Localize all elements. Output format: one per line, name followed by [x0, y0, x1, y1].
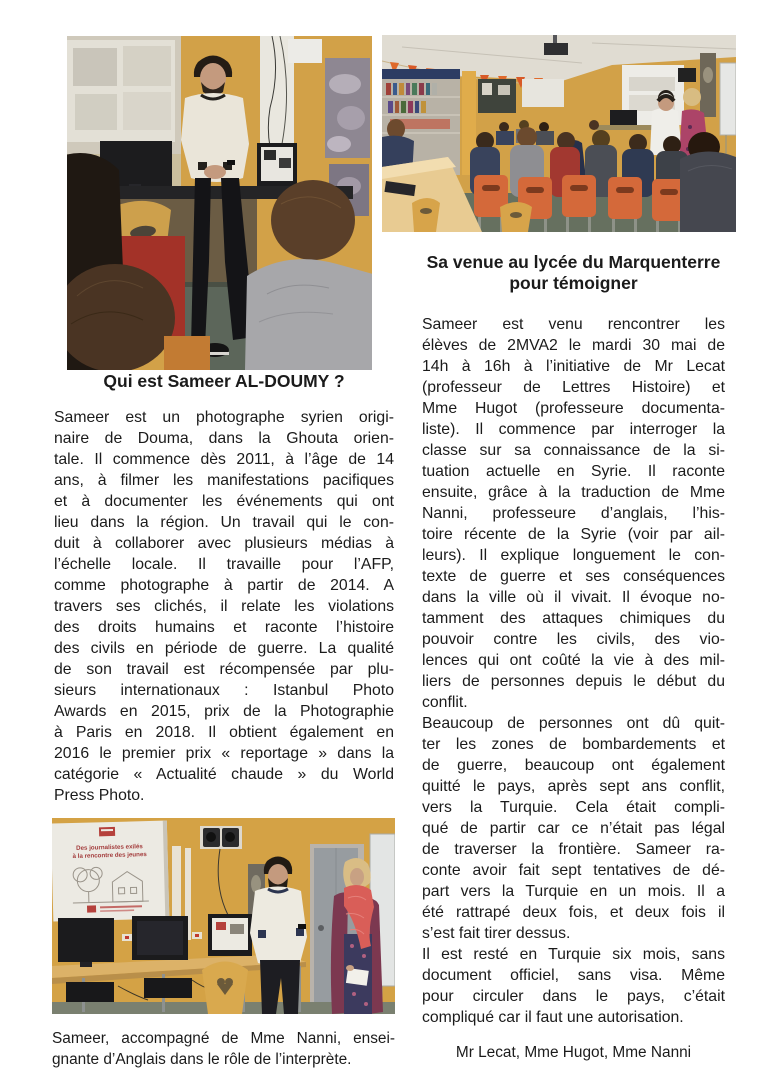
- wall-speaker: [678, 68, 696, 82]
- paragraph-exile: Beaucoup de personnes ont dû quit- ter les zones de bombardements et de guerre, beaucoup ont également quitté le pays, après sept ans conflit, vers la Turquie. Cela était compli- qué de partir car ce n’était pas légal de traverser la frontière. Sameer ra- conte avoir fait sept tentatives de dé- part vers la Turquie en un mois. Il a été rattrapé deux fois, et deux fois il s’est fait tirer dessus.: [422, 715, 725, 942]
- right-photo-caption: Mr Lecat, Mme Hugot, Mme Nanni: [455, 1044, 692, 1061]
- right-article-title: Sa venue au lycée du Marquenterre pour témoigner: [426, 252, 721, 293]
- paragraph-visit: Sameer est venu rencontrer les élèves de 2MVA2 le mardi 30 mai de 14h à 16h à l’initiative de Mr Lecat (professeur de Lettres Histoire) et Mme Hugot (professeure documenta- liste). Il commence par interroger la classe sur sa connaissance de la si- tuation actuelle en Syrie. Il raconte ensuite, grâce à la traduction de Mme Nanni, professeure d’anglais, l’his- toire récente de la Syrie (voir par ail- leurs). Il explique longuement le con- texte de guerre et ses conséquences dans la ville où il vivait. Il évoque no- tamment des attaques chimiques du pouvoir contre les civils, des vio- lences qui ont coûté la vie à des mil- liers de personnes depuis le début du conflit.: [422, 316, 725, 711]
- slide-projection-screen: [52, 821, 169, 922]
- wooden-chair-foreground: [202, 962, 248, 1015]
- left-article-title: Qui est Sameer AL-DOUMY ?: [103, 371, 345, 391]
- projection-screen: [67, 36, 181, 154]
- photo-sameer-with-interpreter: [52, 818, 395, 1014]
- slide-title-line2: à la rencontre des jeunes: [72, 851, 147, 861]
- photo-sameer-presenting-classroom: [67, 36, 372, 370]
- slide-title-line1: Des journalistes exilés: [76, 843, 143, 852]
- photo-classroom-audience: [382, 35, 736, 232]
- paragraph-turkey: Il est resté en Turquie six mois, sans document officiel, sans visa. Même pour circuler dans le pays, c’était compliqué car il faut une autorisation.: [422, 946, 725, 1026]
- right-article-body: [422, 314, 725, 1028]
- left-article-body: Sameer est un photographe syrien origi- naire de Douma, dans la Ghouta orien- tale. Il commence dès 2011, à l’âge de 14 ans, à filmer les manifestations pacifiques et à documenter les événements qui ont lieu dans la région. Un travail qui le con- duit à collaborer avec plusieurs médias à l’échelle locale. Il travaille pour l’AFP, comme photographe à partir de 2014. A travers ses clichés, il relate les violations des droits humains et raconte l’histoire des civils en période de guerre. La qualité de son travail est récompensée par plu- sieurs internationaux : Istanbul Photo Awards en 2015, prix de la Photographie à Paris en 2018. Il obtient également en 2016 le premier prix « reportage » dans la catégorie « Actualité chaude » du World Press Photo.: [54, 409, 394, 804]
- whiteboard-small: [522, 79, 564, 107]
- wall-box: [288, 39, 322, 63]
- left-photo-caption: Sameer, accompagné de Mme Nanni, ensei- gnante d’Anglais dans le rôle de l’interprète.: [52, 1030, 395, 1068]
- wall-poster: [700, 53, 716, 117]
